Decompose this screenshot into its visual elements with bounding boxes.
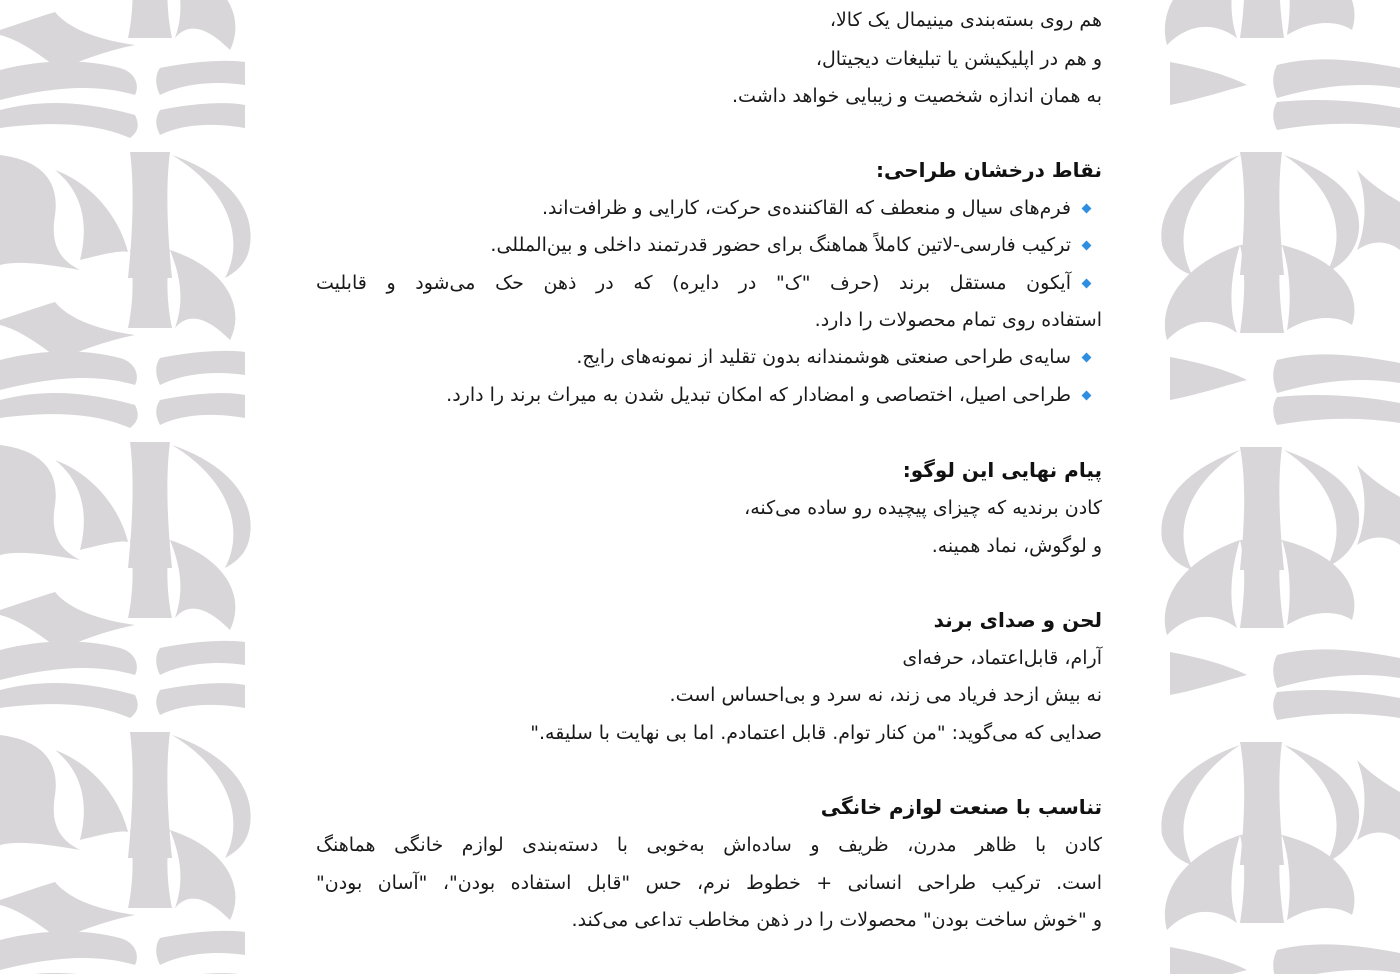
brand-voice-heading: لحن و صدای برند	[933, 608, 1102, 632]
intro-line: هم روی بسته‌بندی مینیمال یک کالا،	[829, 9, 1102, 31]
final-message-line: کادن برندیه که چیزای پیچیده رو ساده می‌کنه،	[744, 497, 1102, 519]
left-ornamental-pattern-icon	[0, 0, 258, 974]
industry-fit-heading: تناسب با صنعت لوازم خانگی	[820, 795, 1102, 819]
highlight-item-text: فرم‌های سیال و منعطف که القاکننده‌ی حرکت، کارایی و ظرافت‌اند.	[542, 197, 1071, 219]
industry-fit-line: کادن با ظاهر مدرن، ظریف و ساده‌اش به‌خوبی با دسته‌بندی لوازم خانگی هماهنگ	[316, 834, 1102, 856]
highlight-item	[542, 189, 1102, 227]
diamond-bullet-icon	[1082, 278, 1092, 288]
diamond-bullet-icon	[1082, 203, 1092, 213]
highlight-item	[576, 338, 1102, 376]
diamond-bullet-icon	[1082, 240, 1092, 250]
highlight-item	[446, 376, 1102, 414]
brand-voice-line: آرام، قابل‌اعتماد، حرفه‌ای	[902, 647, 1102, 669]
highlight-item	[316, 264, 1102, 302]
industry-fit-line: است. ترکیب طراحی انسانی + خطوط نرم، حس "قابل استفاده بودن"، "آسان بودن"	[316, 872, 1102, 894]
diamond-bullet-icon	[1082, 352, 1092, 362]
final-message-line: و لوگوش، نماد همینه.	[931, 535, 1102, 557]
brand-voice-line: نه بیش ازحد فریاد می زند، نه سرد و بی‌احساس است.	[669, 684, 1102, 706]
highlight-item-text: آیکون مستقل برند (حرف "ک" در دایره) که در ذهن حک می‌شود و قابلیت	[316, 272, 1071, 294]
intro-line: به همان اندازه شخصیت و زیبایی خواهد داشت.	[732, 85, 1102, 107]
highlight-item	[490, 226, 1102, 264]
intro-line: و هم در اپلیکیشن یا تبلیغات دیجیتال،	[815, 48, 1102, 70]
highlight-item-text: طراحی اصیل، اختصاصی و امضادار که امکان تبدیل شدن به میراث برند را دارد.	[446, 384, 1071, 406]
final-message-heading: پیام نهایی این لوگو:	[902, 458, 1102, 482]
highlights-heading: نقاط درخشان طراحی:	[875, 158, 1102, 182]
highlight-item-text: سایه‌ی طراحی صنعتی هوشمندانه بدون تقلید از نمونه‌های رایج.	[576, 346, 1071, 368]
right-ornamental-pattern-icon	[1152, 0, 1400, 974]
industry-fit-line: و "خوش ساخت بودن" محصولات را در ذهن مخاطب تداعی می‌کند.	[571, 909, 1102, 931]
highlight-item-text: ترکیب فارسی-لاتین کاملاً هماهنگ برای حضور قدرتمند داخلی و بین‌المللی.	[490, 234, 1071, 256]
diamond-bullet-icon	[1082, 390, 1092, 400]
brand-voice-line: صدایی که می‌گوید: "من کنار توام. قابل اعتمادم. اما بی نهایت با سلیقه."	[530, 722, 1102, 744]
highlight-item-continuation: استفاده روی تمام محصولات را دارد.	[814, 309, 1102, 331]
